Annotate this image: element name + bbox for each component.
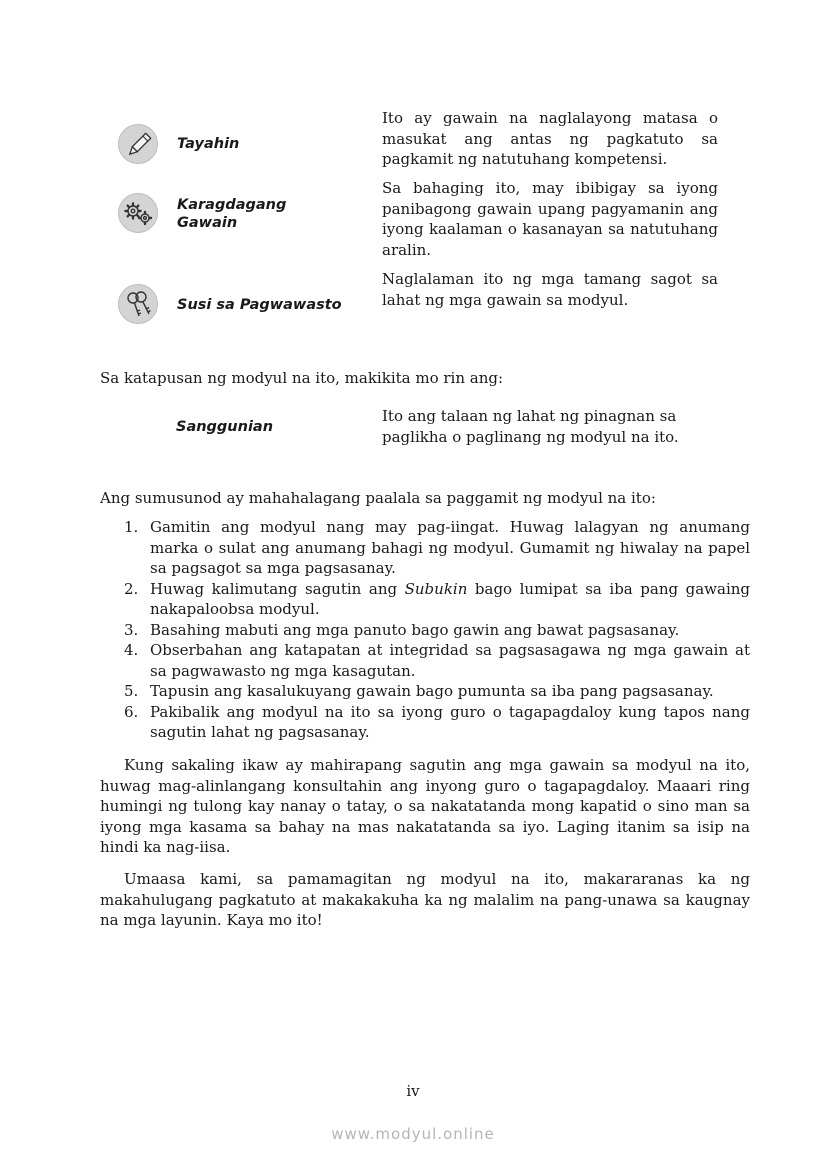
gears-icon [118,193,158,233]
list-item: 6. Pakibalik ang modyul na ito sa iyong guro o tagapagdaloy kung tapos nang sagutin lahat ng pagsasanay. [124,702,750,741]
end-intro-text: Sa katapusan ng modyul na ito, makikita mo rin ang: [100,369,504,387]
legend-description-susi-sa-pagwawasto: Naglalaman ito ng mga tamang sagot sa lahat ng mga gawain sa modyul. [382,270,718,309]
page-number: iv [406,1082,420,1100]
list-item: 3. Basahing mabuti ang mga panuto bago gawin ang bawat pagsasanay. [124,620,680,639]
legend-label-karagdagang-gawain: Karagdagang Gawain [177,197,287,231]
sanggunian-description: Ito ang talaan ng lahat ng pinagnan sa paglikha o paglinang ng modyul na ito. [382,407,679,446]
list-item: 2. Huwag kalimutang sagutin ang Subukin bago lumipat sa iba pang gawaing nakapaloobsa modyul. [124,579,751,618]
sanggunian-label: Sanggunian [176,419,274,435]
legend-description-tayahin: Ito ay gawain na naglalayong matasa o masukat ang antas ng pagkatuto sa pagkamit ng natutuhang kompetensi. [382,109,718,168]
watermark-text: www.modyul.online [331,1125,495,1143]
reminders-list [124,517,750,743]
list-item: 5. Tapusin ang kasalukuyang gawain bago pumunta sa iba pang pagsasanay. [124,682,714,700]
help-paragraph: Kung sakaling ikaw ay mahirapang sagutin ang mga gawain sa modyul na ito, huwag mag-alinlangang konsultahin ang inyong guro o tagapagdaloy. Maaari ring humingi ng tulong kay nanay o tatay, o sa nakatatanda mong kapatid o sino man sa iyong mga kasama sa bahay na mas nakatatanda sa iyo. Laging itanim sa isip na hindi ka nag-iisa. [100,756,750,856]
closing-paragraph: Umaasa kami, sa pamamagitan ng modyul na ito, makararanas ka ng makahulugang pagkatuto at makakakuha ka ng malalim na pang-unawa sa kaugnay na mga layunin. Kaya mo ito! [100,870,750,929]
list-item: 1. Gamitin ang modyul nang may pag-iingat. Huwag lalagyan ng anumang marka o sulat ang anumang bahagi ng modyul. Gumamit ng hiwalay na papel sa pagsagot sa mga pagsasanay. [124,518,750,577]
legend-label-tayahin: Tayahin [177,136,240,152]
reminders-intro-text: Ang sumusunod ay mahahalagang paalala sa paggamit ng modyul na ito: [100,489,656,507]
legend-label-susi-sa-pagwawasto: Susi sa Pagwawasto [177,297,342,313]
legend-description-karagdagang-gawain: Sa bahaging ito, may ibibigay sa iyong panibagong gawain upang pagyamanin ang iyong kaalaman o kasanayan sa natutuhang aralin. [382,179,718,259]
list-item: 4. Obserbahan ang katapatan at integridad sa pagsasagawa ng mga gawain at sa pagwawasto ng mga kasagutan. [124,641,750,680]
subukin-emphasis: Subukin [404,579,468,598]
pencil-icon [118,124,158,164]
keys-icon [118,284,158,324]
